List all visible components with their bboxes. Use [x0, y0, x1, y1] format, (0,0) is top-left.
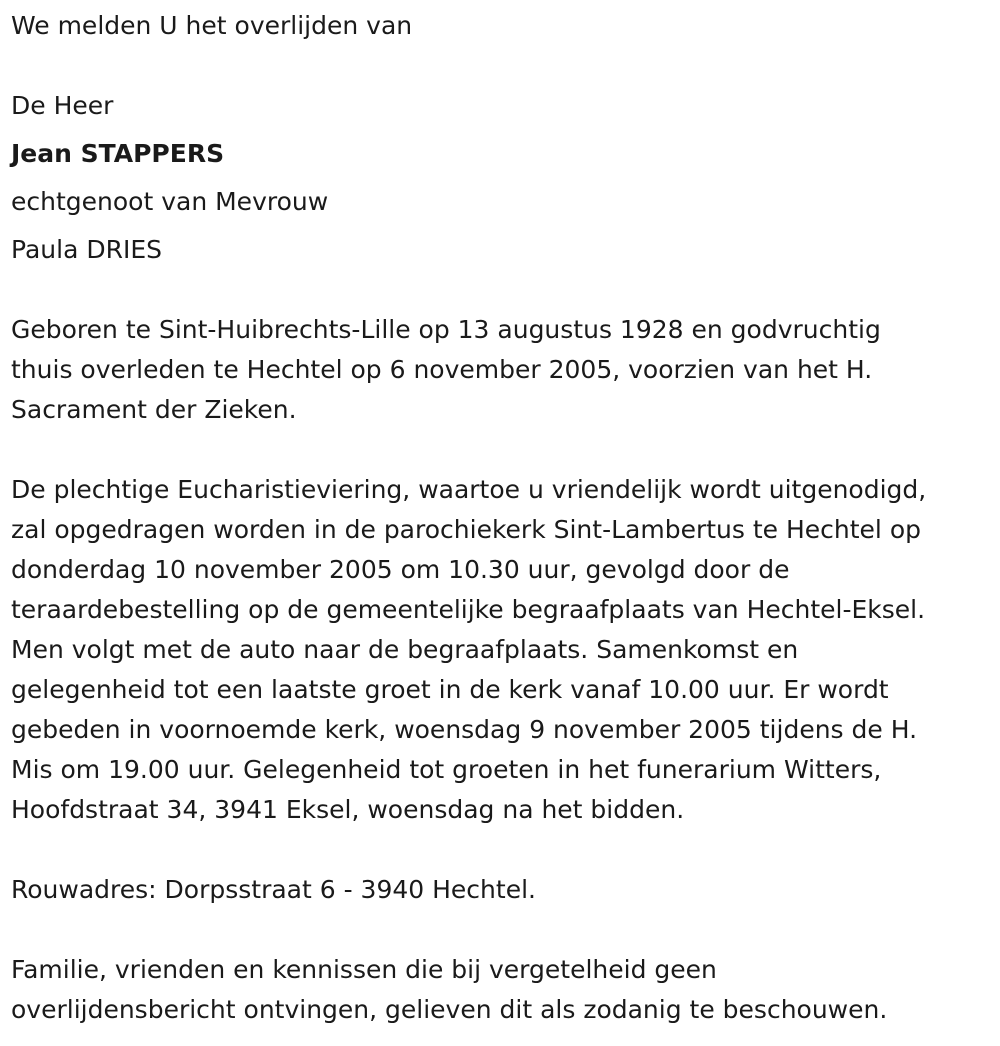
ceremony-line: teraardebestelling op de gemeentelijke begraafplaats van Hechtel-Eksel. [11, 595, 926, 624]
deceased-name: Jean STAPPERS [11, 139, 225, 168]
ceremony-line: gebeden in voornoemde kerk, woensdag 9 november 2005 tijdens de H. [11, 715, 918, 744]
ceremony-line: Mis om 19.00 uur. Gelegenheid tot groeten in het funerarium Witters, [11, 755, 882, 784]
ceremony-line: De plechtige Eucharistieviering, waartoe u vriendelijk wordt uitgenodigd, [11, 475, 927, 504]
ceremony-line: gelegenheid tot een laatste groet in de kerk vanaf 10.00 uur. Er wordt [11, 675, 889, 704]
closing-line: Familie, vrienden en kennissen die bij vergetelheid geen [11, 955, 717, 984]
closing-line: overlijdensbericht ontvingen, gelieven dit als zodanig te beschouwen. [11, 995, 888, 1024]
ceremony-line: donderdag 10 november 2005 om 10.30 uur, gevolgd door de [11, 555, 790, 584]
closing-paragraph [11, 950, 996, 1030]
spouse-line: echtgenoot van Mevrouw [11, 187, 329, 216]
intro-text: We melden U het overlijden van [11, 11, 413, 40]
birth-line: Sacrament der Zieken. [11, 395, 297, 424]
ceremony-line: Hoofdstraat 34, 3941 Eksel, woensdag na het bidden. [11, 795, 685, 824]
ceremony-paragraph [11, 470, 996, 830]
ceremony-line: zal opgedragen worden in de parochiekerk Sint-Lambertus te Hechtel op [11, 515, 921, 544]
mourning-address: Rouwadres: Dorpsstraat 6 - 3940 Hechtel. [11, 875, 536, 904]
spouse-name: Paula DRIES [11, 235, 162, 264]
birth-paragraph [11, 310, 996, 430]
birth-line: thuis overleden te Hechtel op 6 november 2005, voorzien van het H. [11, 355, 873, 384]
salutation: De Heer [11, 91, 114, 120]
ceremony-line: Men volgt met de auto naar de begraafplaats. Samenkomst en [11, 635, 799, 664]
birth-line: Geboren te Sint-Huibrechts-Lille op 13 augustus 1928 en godvruchtig [11, 315, 881, 344]
